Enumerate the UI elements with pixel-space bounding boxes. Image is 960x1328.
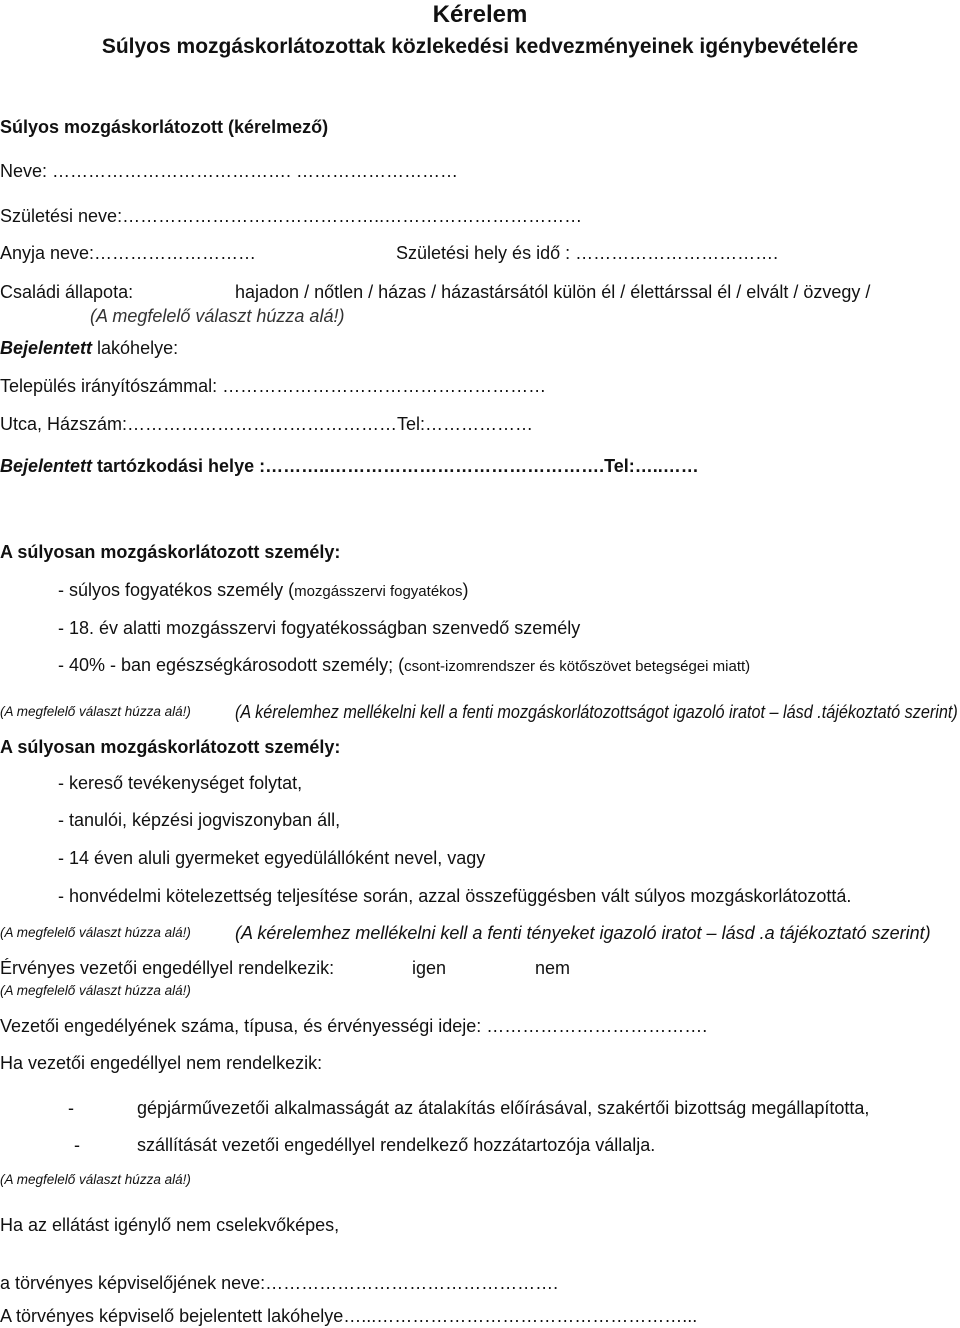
disability-heading: A súlyosan mozgáskorlátozott személy: xyxy=(0,542,341,562)
stay-field[interactable] xyxy=(0,456,699,476)
status-option-3[interactable]: - 14 éven aluli gyermeket egyedülállóként nevel, vagy xyxy=(58,848,486,868)
status-underline-hint: (A megfelelő választ húzza alá!) xyxy=(0,925,191,940)
disability-option-1-end: ) xyxy=(462,580,469,600)
mother-name-field[interactable]: Anyja neve:……………………… xyxy=(0,243,257,263)
disability-option-1-main: - súlyos fogyatékos személy ( xyxy=(58,580,295,600)
document-title: Kérelem xyxy=(432,1,528,28)
disability-option-2[interactable]: - 18. év alatti mozgásszervi fogyatékosságban szenvedő személy xyxy=(58,618,581,638)
registered-stay-label: Bejelentett xyxy=(0,456,93,476)
disability-option-3-main: - 40% - ban egészségkárosodott személy; ( xyxy=(58,655,405,675)
status-option-2[interactable]: - tanulói, képzési jogviszonyban áll, xyxy=(58,810,341,830)
license-no-option[interactable]: nem xyxy=(535,958,571,978)
license-number-field[interactable]: Vezetői engedélyének száma, típusa, és érvényességi ideje: ………………………………. xyxy=(0,1016,708,1036)
marital-status-label: Családi állapota: xyxy=(0,282,134,302)
disability-attachment-note: (A kérelemhez mellékelni kell a fenti mozgáskorlátozottságot igazoló iratot – lásd .tájékoztató szerint) xyxy=(235,702,958,722)
guardian-address-field[interactable]: A törvényes képviselő bejelentett lakóhelye…...……………………………………………... xyxy=(0,1306,698,1326)
no-license-option-1[interactable]: gépjárművezetői alkalmasságát az átalakítás előírásával, szakértői bizottság megállapította, xyxy=(137,1098,870,1118)
guardian-name-field[interactable]: a törvényes képviselőjének neve:…………………………………………. xyxy=(0,1273,559,1293)
name-field[interactable]: Neve: …………………………………. ……………………… xyxy=(0,161,459,181)
underline-hint: (A megfelelő választ húzza alá!) xyxy=(90,306,345,326)
disability-underline-hint: (A megfelelő választ húzza alá!) xyxy=(0,704,191,719)
disability-option-1[interactable] xyxy=(58,580,469,602)
applicant-section-heading: Súlyos mozgáskorlátozott (kérelmező) xyxy=(0,117,329,137)
status-option-4[interactable]: - honvédelmi kötelezettség teljesítése során, azzal összefüggésben vált súlyos mozgáskorlátozottá. xyxy=(58,886,852,906)
status-option-1[interactable]: - kereső tevékenységet folytat, xyxy=(58,773,303,793)
registered-label: Bejelentett xyxy=(0,338,93,358)
no-license-option-1-dash: - xyxy=(68,1098,74,1118)
marital-status-options[interactable]: hajadon / nőtlen / házas / házastársától külön él / élettárssal él / elvált / özvegy / xyxy=(235,282,871,302)
no-license-underline-hint: (A megfelelő választ húzza alá!) xyxy=(0,1172,191,1187)
license-question: Érvényes vezetői engedéllyel rendelkezik: xyxy=(0,958,335,978)
disability-option-3-detail: csont-izomrendszer és kötőszövet betegségei miatt) xyxy=(404,658,751,675)
residence-label-rest: lakóhelye: xyxy=(92,338,179,358)
status-heading: A súlyosan mozgáskorlátozott személy: xyxy=(0,737,341,757)
guardian-intro: Ha az ellátást igénylő nem cselekvőképes, xyxy=(0,1215,340,1235)
disability-option-3[interactable] xyxy=(58,655,750,677)
document-subtitle: Súlyos mozgáskorlátozottak közlekedési kedvezményeinek igénybevételére xyxy=(101,35,859,58)
no-license-option-2[interactable]: szállítását vezetői engedéllyel rendelkező hozzátartozója vállalja. xyxy=(137,1135,656,1155)
birth-place-field[interactable]: Születési hely és idő : ……………………………. xyxy=(396,243,779,263)
stay-field-rest: tartózkodási helye :………..……………………………………….Tel:…..…… xyxy=(92,456,699,476)
disability-option-1-detail: mozgásszervi fogyatékos xyxy=(294,583,463,600)
birth-name-field[interactable]: Születési neve:……………………………………..…………………………… xyxy=(0,206,583,226)
no-license-label: Ha vezetői engedéllyel nem rendelkezik: xyxy=(0,1053,323,1073)
no-license-option-2-dash: - xyxy=(74,1135,80,1155)
settlement-field[interactable]: Település irányítószámmal: ……………………………………………… xyxy=(0,376,547,396)
residence-label xyxy=(0,338,178,358)
license-underline-hint: (A megfelelő választ húzza alá!) xyxy=(0,983,191,998)
license-yes-option[interactable]: igen xyxy=(412,958,447,978)
status-attachment-note: (A kérelemhez mellékelni kell a fenti tényeket igazoló iratot – lásd .a tájékoztató szerint) xyxy=(235,923,931,943)
street-field[interactable]: Utca, Házszám:………………………………………Tel:……………… xyxy=(0,414,534,434)
